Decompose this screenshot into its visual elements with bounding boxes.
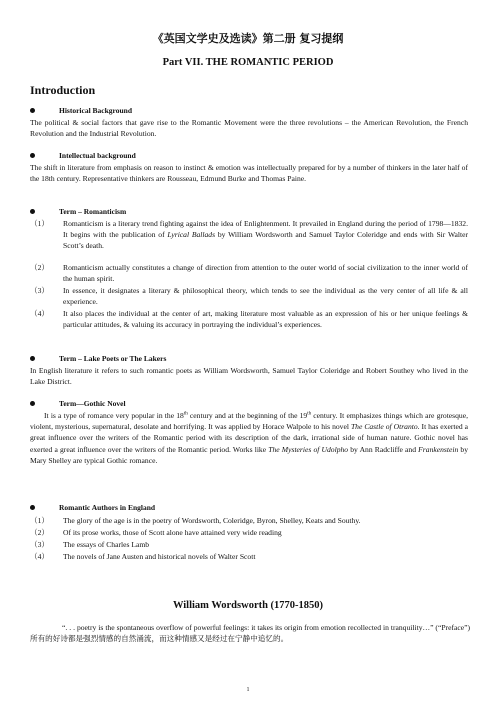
item-text: Romanticism actually constitutes a change of direction from attention to the outer world of social civilization to the inner world of the human spirit. <box>63 263 468 284</box>
superscript: th <box>307 411 312 417</box>
text-part: century. It emphasizes things which are grotesque, violent, mysterious, supernatural, desolate and horrifying. It was applied by Horace Walpole to his novel <box>30 411 468 432</box>
historical-background-text: The political & social factors that gave rise to the Romantic Movement were the three revolutions – the American Revolution, the French Revolution and the Industrial Revolution. <box>30 118 468 139</box>
book-title: The Mysteries of Udolpho <box>268 444 349 454</box>
item-text: The essays of Charles Lamb <box>63 540 150 549</box>
item-text-part: Romanticism is a literary trend fighting against the idea of Enlightenment. It prevailed in England during the period of 1798—1832. It begins with the publication of <box>63 219 468 240</box>
item-text-part: by William Wordsworth and Samuel Taylor Coleridge and ends with Sir Walter Scott’s death. <box>63 230 469 251</box>
superscript: th <box>183 411 188 417</box>
heading-text: Term—Gothic Novel <box>59 399 126 408</box>
bullet-icon <box>30 153 35 158</box>
item-number: （4） <box>30 552 49 561</box>
heading-text: Term – Lake Poets or The Lakers <box>59 354 167 363</box>
item-text: The novels of Jane Austen and historical novels of Walter Scott <box>63 552 256 561</box>
item-number: （1） <box>30 219 49 228</box>
item-number: （4） <box>30 309 49 318</box>
item-number: （2） <box>30 263 49 272</box>
authors-item-2 <box>30 527 468 538</box>
item-text <box>30 218 468 252</box>
lake-poets-text: In English literature it refers to such romantic poets as William Wordsworth, Samuel Taylor Coleridge and Robert Southey who lived in the Lake District. <box>30 366 468 387</box>
item-text: It also places the individual at the center of art, making literature most valuable as an expression of his or her unique feelings & particular attitudes, & valuing its accuracy in portraying the individual’s experiences. <box>63 309 468 330</box>
romanticism-heading <box>30 206 126 217</box>
romantic-authors-heading <box>30 502 155 513</box>
item-number: （2） <box>30 528 49 537</box>
bullet-icon <box>30 209 35 214</box>
gothic-novel-text <box>30 410 468 466</box>
item-text: In essence, it designates a literary & philosophical theory, which tends to see the individual as the very center of all life & all experience. <box>63 286 468 307</box>
document-title: 《英国文学史及选读》第二册 复习提纲 <box>152 32 344 45</box>
wordsworth-heading: William Wordsworth (1770-1850) <box>172 600 324 611</box>
heading-text: Historical Background <box>59 106 132 115</box>
historical-background-heading <box>30 105 132 116</box>
book-title: The Castle of Otranto <box>350 422 418 432</box>
authors-item-3 <box>30 539 468 550</box>
heading-text: Romantic Authors in England <box>59 503 156 512</box>
romanticism-item-4 <box>30 308 468 330</box>
wordsworth-quote: “. . . poetry is the spontaneous overflow of powerful feelings: it takes its origin from emotion recollected in tranquility…” (“Preface”) 所有的好诗都是强烈情感的自然涌流，而这种情感又是经过在宁静中追忆的。 <box>30 623 470 644</box>
introduction-heading: Introduction <box>30 83 96 97</box>
bullet-icon <box>30 505 35 510</box>
bullet-icon <box>30 356 35 361</box>
bullet-icon <box>30 108 35 113</box>
romanticism-item-3 <box>30 285 468 307</box>
item-number: （3） <box>30 286 49 295</box>
book-title: Frankenstein <box>418 444 459 454</box>
lake-poets-heading <box>30 353 166 364</box>
part-title: Part VII. THE ROMANTIC PERIOD <box>162 57 334 68</box>
item-text: The glory of the age is in the poetry of Wordsworth, Coleridge, Byron, Shelley, Keats and Southy. <box>63 516 361 525</box>
authors-item-1 <box>30 515 468 526</box>
item-text: Of its prose works, those of Scott alone have attained very wide reading <box>63 528 282 537</box>
intellectual-background-text: The shift in literature from emphasis on reason to instinct & emotion was intellectually prepared for by a number of thinkers in the later half of the 18th century. Representative thinkers are Rousseau, Edmund Burke and Thomas Paine. <box>30 163 468 184</box>
intellectual-background-heading <box>30 150 136 161</box>
item-number: （3） <box>30 540 49 549</box>
book-title: Lyrical Ballads <box>167 230 216 240</box>
text-part: century and at the beginning of the 19 <box>187 411 308 420</box>
romanticism-item-2 <box>30 262 468 284</box>
heading-text: Term – Romanticism <box>59 207 127 216</box>
text-part: It is a type of romance very popular in the 18 <box>44 411 184 420</box>
text-part: by Ann Radcliffe and <box>348 444 419 454</box>
romanticism-item-1 <box>30 218 468 252</box>
text-part: . It has exerted a great influence over the writers of the Romantic period with its description of the dark, irrational side of human nature. Gothic novel has exerted a great influence over the writers of the Romantic period. Works like <box>30 422 469 454</box>
authors-item-4 <box>30 551 468 562</box>
page-number: 1 <box>246 687 250 693</box>
bullet-icon <box>30 401 35 406</box>
item-number: （1） <box>30 516 49 525</box>
heading-text: Intellectual background <box>59 151 136 160</box>
gothic-novel-heading <box>30 398 126 409</box>
text-part: by Mary Shelley are typical Gothic romance. <box>30 444 468 465</box>
